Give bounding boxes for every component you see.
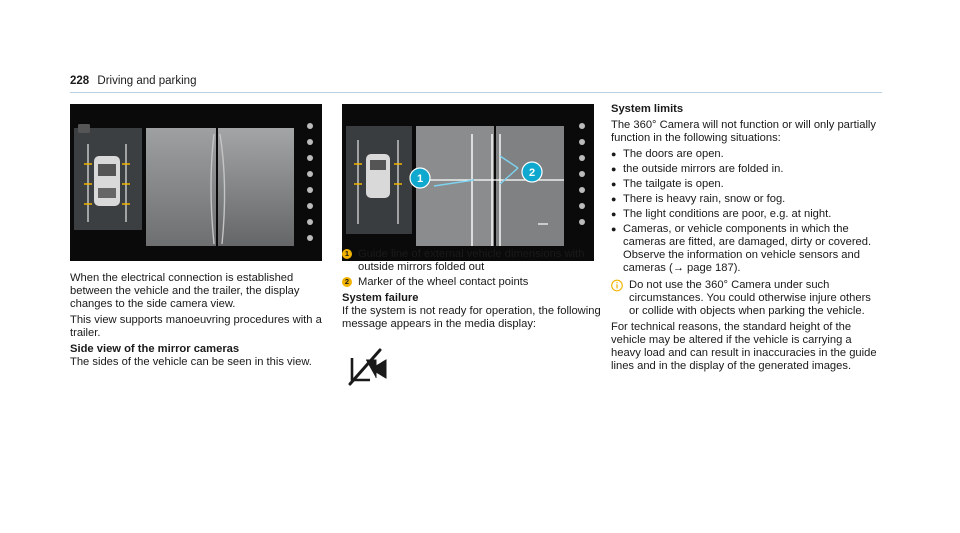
section-title: Driving and parking — [97, 75, 197, 87]
list-item-text: Cameras, or vehicle components in which the cameras are fitted, are damaged, dirty or covered. Observe the information on vehicle sensors and cameras (→ page 187). — [623, 223, 872, 274]
camera-screen-guide-lines — [342, 104, 594, 261]
marker-2-label: 2 — [528, 167, 536, 179]
paragraph-limits-intro: The 360° Camera will not function or will only partially function in the following situations: — [611, 119, 877, 144]
list-item-text: The tailgate is open. — [623, 178, 724, 190]
side-view-image — [70, 104, 322, 261]
note — [611, 279, 883, 318]
legend-item — [342, 276, 604, 289]
camera-off-icon — [346, 346, 390, 386]
list-item-text: The light conditions are poor, e.g. at night. — [623, 208, 832, 220]
list-item — [611, 178, 883, 191]
header-divider — [70, 92, 882, 93]
list-item — [611, 148, 883, 161]
column-3 — [611, 103, 883, 376]
bullet-icon: ● — [611, 164, 617, 174]
paragraph-system-failure: If the system is not ready for operation, the following message appears in the media display: — [342, 305, 601, 330]
legend-text-1: Guide line of external vehicle dimensions with outside mirrors folded out — [358, 248, 585, 273]
bullet-icon: ● — [611, 149, 617, 159]
heading-system-failure: System failure — [342, 292, 419, 304]
camera-screen-side-view — [70, 104, 322, 261]
guide-lines-image — [342, 104, 594, 261]
legend-item — [342, 248, 604, 274]
paragraph-trailer-manoeuvre: This view supports manoeuvring procedures with a trailer. — [70, 314, 322, 339]
bullet-icon: ● — [611, 209, 617, 219]
note-text: Do not use the 360° Camera under such circumstances. You could otherwise injure others or collide with objects when parking the vehicle. — [629, 279, 871, 317]
bullet-icon: ● — [611, 179, 617, 189]
paragraph-side-view: The sides of the vehicle can be seen in this view. — [70, 356, 312, 368]
heading-system-limits: System limits — [611, 103, 684, 115]
list-item — [611, 208, 883, 221]
marker-1-label: 1 — [416, 173, 424, 185]
info-note-icon — [611, 279, 629, 292]
paragraph-trailer-connection: When the electrical connection is established between the vehicle and the trailer, the display changes to the side camera view. — [70, 272, 300, 310]
legend-text-2: Marker of the wheel contact points — [358, 276, 529, 288]
list-item — [611, 193, 883, 206]
list-item — [611, 223, 883, 275]
heading-side-view: Side view of the mirror cameras — [70, 343, 240, 355]
legend-marker-2: 2 — [342, 277, 352, 287]
page-header — [70, 75, 196, 87]
column-1 — [70, 272, 332, 372]
list-item-text: the outside mirrors are folded in. — [623, 163, 784, 175]
page-number: 228 — [70, 75, 90, 87]
legend-marker-1: 1 — [342, 249, 352, 259]
list-item-text: There is heavy rain, snow or fog. — [623, 193, 786, 205]
list-item — [611, 163, 883, 176]
bullet-icon: ● — [611, 224, 617, 234]
list-item-text: The doors are open. — [623, 148, 724, 160]
column-2 — [342, 248, 604, 390]
bullet-icon: ● — [611, 194, 617, 204]
paragraph-technical-reasons: For technical reasons, the standard height of the vehicle may be altered if the vehicle is carrying a heavy load and can result in inaccuracies in the guide lines and in the display of the generated images. — [611, 321, 877, 372]
